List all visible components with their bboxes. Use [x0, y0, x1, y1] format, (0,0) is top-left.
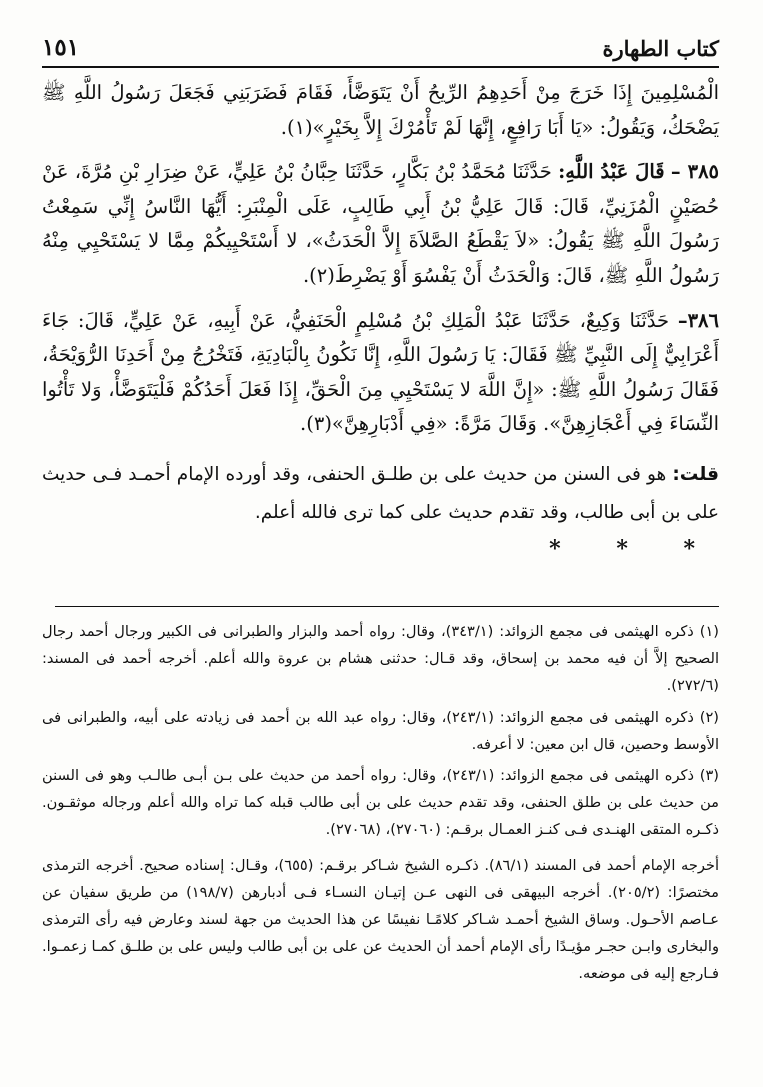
- page-number: ١٥١: [42, 34, 80, 61]
- hadith-text: حَدَّثَنَا وَكِيعٌ، حَدَّثَنَا عَبْدُ الْمَلِكِ بْنُ مُسْلِمٍ الْحَنَفِيُّ، عَنْ أَبِيهِ، عَنْ عَلِيٍّ، قَالَ: جَاءَ أَعْرَابِيٌّ إِلَى النَّبِيِّ ﷺ فَقَالَ: يَا رَسُولَ اللَّهِ، إِنَّا نَكُونُ بِالْبَادِيَةِ، فَتَخْرُجُ مِنْ أَحَدِنَا الرُّوَيْحَةُ، فَقَالَ رَسُولُ اللَّهِ ﷺ: «إِنَّ اللَّهَ لا يَسْتَحْيِي مِنَ الْحَقِّ، إِذَا فَعَلَ أَحَدُكُمْ فَلْيَتَوَضَّأْ، وَلا تَأْتُوا النِّسَاءَ فِي أَعْجَازِهِنَّ». وَقَالَ مَرَّةً: «فِي أَدْبَارِهِنَّ»(٣).: [42, 308, 719, 436]
- main-text: [42, 76, 719, 564]
- hadith-number: ٣٨٦–: [677, 308, 719, 332]
- comment-text: هو فى السنن من حديث على بن طلـق الحنفى، وقد أورده الإمام أحمـد فـى حديث على بن أبى طالب، وقد تقدم حديث على كما ترى فالله أعلم.: [42, 463, 719, 523]
- continued-hadith-paragraph: الْمُسْلِمِينَ إِذَا خَرَجَ مِنْ أَحَدِهِمُ الرِّيحُ أَنْ يَتَوَضَّأَ، فَقَامَ فَضَرَبَنِي فَجَعَلَ رَسُولُ اللَّهِ ﷺ يَضْحَكُ، وَيَقُولُ: «يَا أَبَا رَافِعٍ، إِنَّهَا لَمْ تَأْمُرْكَ إِلاَّ بِخَيْرٍ»(١).: [42, 81, 719, 139]
- section-separator-stars: * * *: [549, 535, 719, 562]
- footnote-3: (٣) ذكره الهيثمى فى مجمع الزوائد: (٢٤٣/١)، وقال: رواه أحمد من حديث على بـن أبـى طالـب وهو فى السنن من حديث على بن طلق الحنفى، وقد تقدم حديث على بن أبى طالب قبله كما تراه والله أعلم ورجاله موثقـون. ذكـره المتقى الهنـدى فـى كنـز العمـال برقـم: (٢٧٠٦٠)، (٢٧٠٦٨).: [42, 767, 719, 839]
- footnote-1: (١) ذكره الهيثمى فى مجمع الزوائد: (٣٤٣/١)، وقال: رواه أحمد والبزار والطبرانى فى الكبير ورجال أحمد رجال الصحيح إلاَّ أن فيه محمد بن إسحاق، وقد قـال: حدثنى هشام بن عروة والله أعلم. أخرجه أحمد فى المسند: (٢٧٢/٦).: [42, 623, 719, 695]
- page-header: [42, 0, 719, 68]
- footnote-3-continuation: أخرجه الإمام أحمد فى المسند (٨٦/١). ذكـره الشيخ شـاكر برقـم: (٦٥٥)، وقـال: إسناده صحيح. أخرجه الترمذى مختصرًا: (٢٠٥/٢). أخرجه البيهقى فى النهى عـن إتيـان النسـاء فـى أدبارهن (١٩٨/٧) من طريق سفيان عن عـاصم الأحـول. وساق الشيخ أحمـد شـاكر كلامًـا نفيسًا عن هذا الحديث من جهة لسند وعارض فيه رأى الترمذى والبخارى وابـن حجـر مؤيـدًا رأى الإمام أحمد أن الحديث عن على بن أبى طالب وليس على بن طلـق كمـا زعمـوا. فـارجع إليه فى موضعه.: [42, 856, 720, 983]
- comment-label: قلت:: [672, 463, 719, 485]
- hadith-text: حَدَّثَنَا مُحَمَّدُ بْنُ بَكَّارٍ، حَدَّثَنَا حِبَّانُ بْنُ عَلِيٍّ، عَنْ ضِرَارِ بْنِ مُرَّةَ، عَنْ حُصَيْنٍ الْمُزَنِيِّ، قَالَ: قَالَ عَلِيُّ بْنُ أَبِي طَالِبٍ، عَلَى الْمِنْبَرِ: أَيُّهَا النَّاسُ إِنِّي سَمِعْتُ رَسُولَ اللَّهِ ﷺ يَقُولُ: «لاَ يَقْطَعُ الصَّلاَةَ إِلاَّ الْحَدَثُ»، لا أَسْتَحْيِيكُمْ مِمَّا لا يَسْتَحْيِي مِنْهُ رَسُولُ اللَّهِ ﷺ، قَالَ: وَالْحَدَثُ أَنْ يَفْسُوَ أَوْ يَضْرِطَ(٢).: [42, 160, 719, 287]
- footnotes: [42, 618, 719, 992]
- hadith-385: [42, 155, 719, 293]
- footnote-2: (٢) ذكره الهيثمى فى مجمع الزوائد: (٢٤٣/١)، وقال: رواه عبد الله بن أحمد فى زيادته على أبيه، والطبرانى فى الأوسط وحصين، قال ابن معين: لا أعرفه.: [42, 708, 719, 753]
- author-comment: [42, 456, 719, 532]
- header-rule: [42, 66, 719, 68]
- hadith-speaker: قَالَ عَبْدُ اللَّهِ:: [558, 160, 665, 184]
- chapter-title: كتاب الطهارة: [602, 36, 719, 61]
- footnote-rule: [55, 606, 719, 607]
- hadith-number: ٣٨٥ –: [670, 160, 720, 184]
- hadith-386: [42, 304, 719, 442]
